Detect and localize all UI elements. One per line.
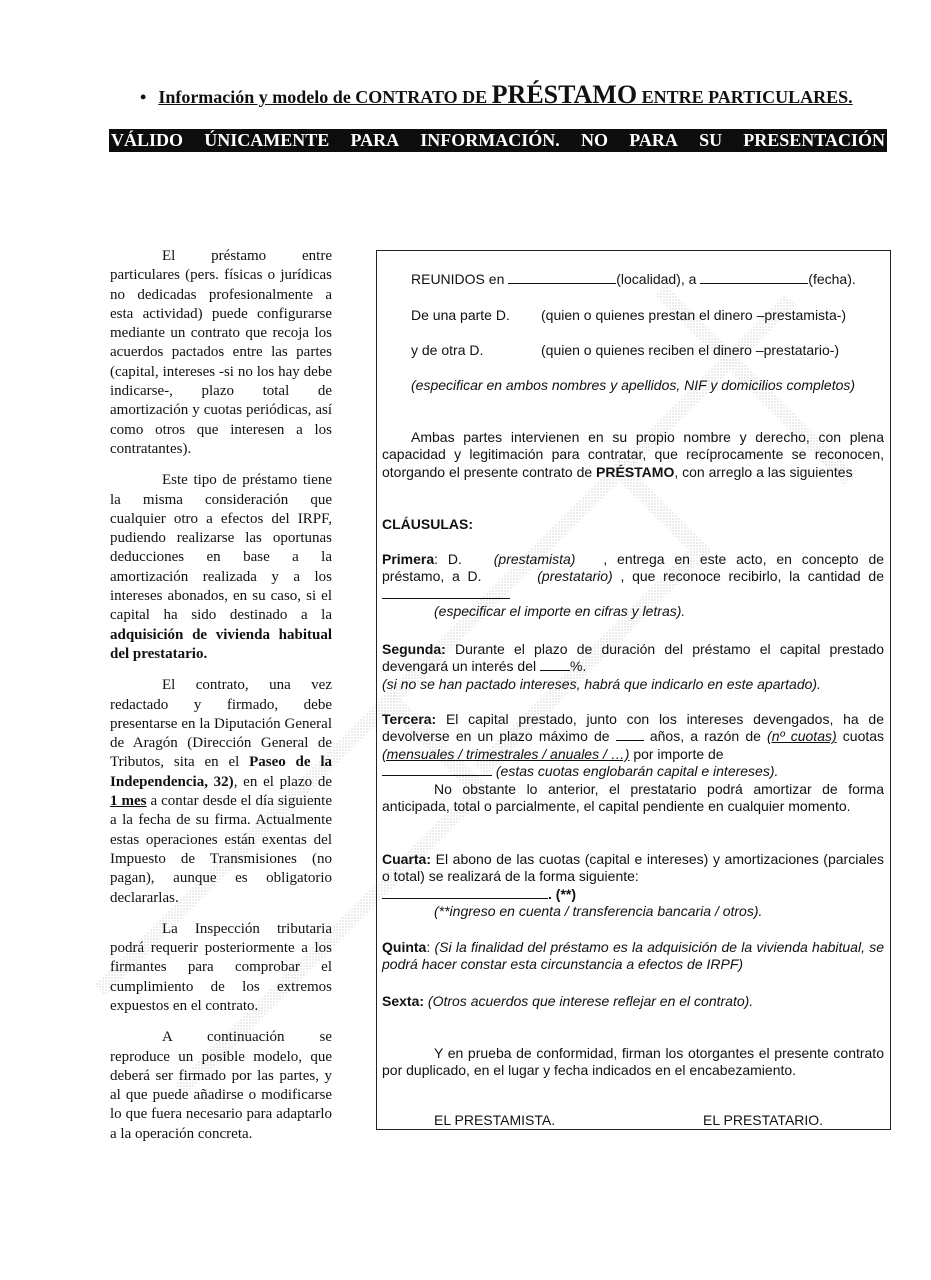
info-paragraph-3: El contrato, una vez redactado y firmado, debe presentarse en la Diputación General de Aragón (Dirección General de Tributos, sita en el Paseo de la Independencia, 32), en el plazo de 1 mes a contar desde el día siguiente a la fecha de su firma. Actualmente estas operaciones están exentas del Impuesto de Transmisiones (no pagan), aunque es obligatorio declararlas. <box>110 677 333 906</box>
interest-blank <box>540 658 570 671</box>
reunidos-line: REUNIDOS en (localidad), a (fecha). <box>411 271 856 287</box>
clause-tercera: Tercera: El capital prestado, junto con los intereses devengados, ha de devolverse en un plazo máximo de años, a razón de (nº cuotas) cuotas (mensuales / trimestrales / anuales / …) por importe de (estas cuotas englobarán capital e intereses). No obstante lo anterior, el prestatario podrá amortizar de forma anticipada, total o parcialmente, el capital pendiente en cualquier momento. <box>382 711 885 815</box>
lender-signature-label: EL PRESTAMISTA. <box>434 1112 556 1128</box>
title-part-2: ENTRE PARTICULARES. <box>637 87 853 107</box>
info-paragraph-4: La Inspección tributaria podrá requerir posteriormente a los firmantes para comprobar el cumplimiento de los extremos expuestos en el contrato. <box>110 920 332 1014</box>
info-paragraph-1: El préstamo entre particulares (pers. físicas o jurídicas no dedicadas profesionalmente a esta actividad) puede configurarse mediante un contrato que recoja los acuerdos pactados entre las partes (capital, intereses -si no los hay debe indicarse-, plazo total de amortización y cuotas periódicas, así como otros que interesen a los contratantes). <box>110 248 332 457</box>
title-highlight: PRÉSTAMO <box>491 80 638 109</box>
clause-quinta: Quinta: (Si la finalidad del préstamo es la adquisición de la vivienda habitual, se podrá hacer constar esta circunstancia a efectos de IRPF) <box>382 939 885 973</box>
banner-word: NO <box>581 130 608 150</box>
banner-word: PARA <box>350 130 400 150</box>
clause-sexta: Sexta: (Otros acuerdos que interese reflejar en el contrato). <box>382 993 754 1009</box>
info-column <box>110 247 332 1156</box>
payment-blank <box>382 886 548 899</box>
banner-word: ÚNICAMENTE <box>204 130 330 150</box>
clause-cuarta: Cuarta: El abono de las cuotas (capital e intereses) y amortizaciones (parciales o total) se realizará de la forma siguiente: . (**) (**ingreso en cuenta / transferencia bancaria / otros). <box>382 851 884 920</box>
document-title <box>140 80 900 110</box>
clause-primera: Primera: D. (prestamista) , entrega en este acto, en concepto de préstamo, a D. (prestatario) , que reconoce recibirlo, la cantidad de (especificar el importe en cifras y letras). <box>382 551 885 620</box>
info-paragraph-2: Este tipo de préstamo tiene la misma consideración que cualquier otro a efectos del IRPF, pudiendo realizarse las oportunas deducciones en base a la amortización realizada y a los intereses abonados, en su caso, si el capital ha sido destinado a la adquisición de vivienda habitual del prestatario. <box>110 472 332 662</box>
names-note: (especificar en ambos nombres y apellidos, NIF y domicilios completos) <box>411 377 856 393</box>
agreement-paragraph: Y en prueba de conformidad, firman los otorgantes el presente contrato por duplicado, en el lugar y fecha indicados en el encabezamiento. <box>382 1045 884 1079</box>
years-blank <box>616 728 644 741</box>
banner-word: PARA <box>629 130 678 150</box>
banner-word: INFORMACIÓN. <box>420 130 560 150</box>
info-paragraph-5: A continuación se reproduce un posible modelo, que deberá ser firmado por las partes, y al que puede añadirse o modificarse lo que fuera necesario para adaptarlo a la operación concreta. <box>110 1029 332 1142</box>
locality-blank <box>508 271 616 284</box>
amount-blank <box>382 586 510 599</box>
banner-word: PRESENTACIÓN <box>743 130 885 150</box>
lender-line: De una parte D. (quien o quienes prestan el dinero –prestamista-) <box>411 307 847 323</box>
clause-segunda: Segunda: Durante el plazo de duración del préstamo el capital prestado devengará un interés del %. (si no se han pactado intereses, habrá que indicarlo en este apartado). <box>382 641 884 692</box>
borrower-signature-label: EL PRESTATARIO. <box>703 1112 824 1128</box>
banner-word: SU <box>699 130 723 150</box>
bullet-icon: • <box>140 87 147 107</box>
validity-banner <box>109 129 887 152</box>
borrower-line: y de otra D. (quien o quienes reciben el dinero –prestatario-) <box>411 342 840 358</box>
date-blank <box>700 271 808 284</box>
clauses-heading: CLÁUSULAS: <box>382 516 473 532</box>
parties-paragraph: Ambas partes intervienen en su propio nombre y derecho, con plena capacidad y legitimación para contratar, que recíprocamente se reconocen, otorgando el presente contrato de PRÉSTAMO, con arreglo a las siguientes <box>382 429 884 480</box>
contract-model-box <box>376 250 891 1130</box>
title-part-1: Información y modelo de CONTRATO DE <box>158 87 492 107</box>
installment-blank <box>382 763 492 776</box>
banner-word: VÁLIDO <box>111 130 184 150</box>
